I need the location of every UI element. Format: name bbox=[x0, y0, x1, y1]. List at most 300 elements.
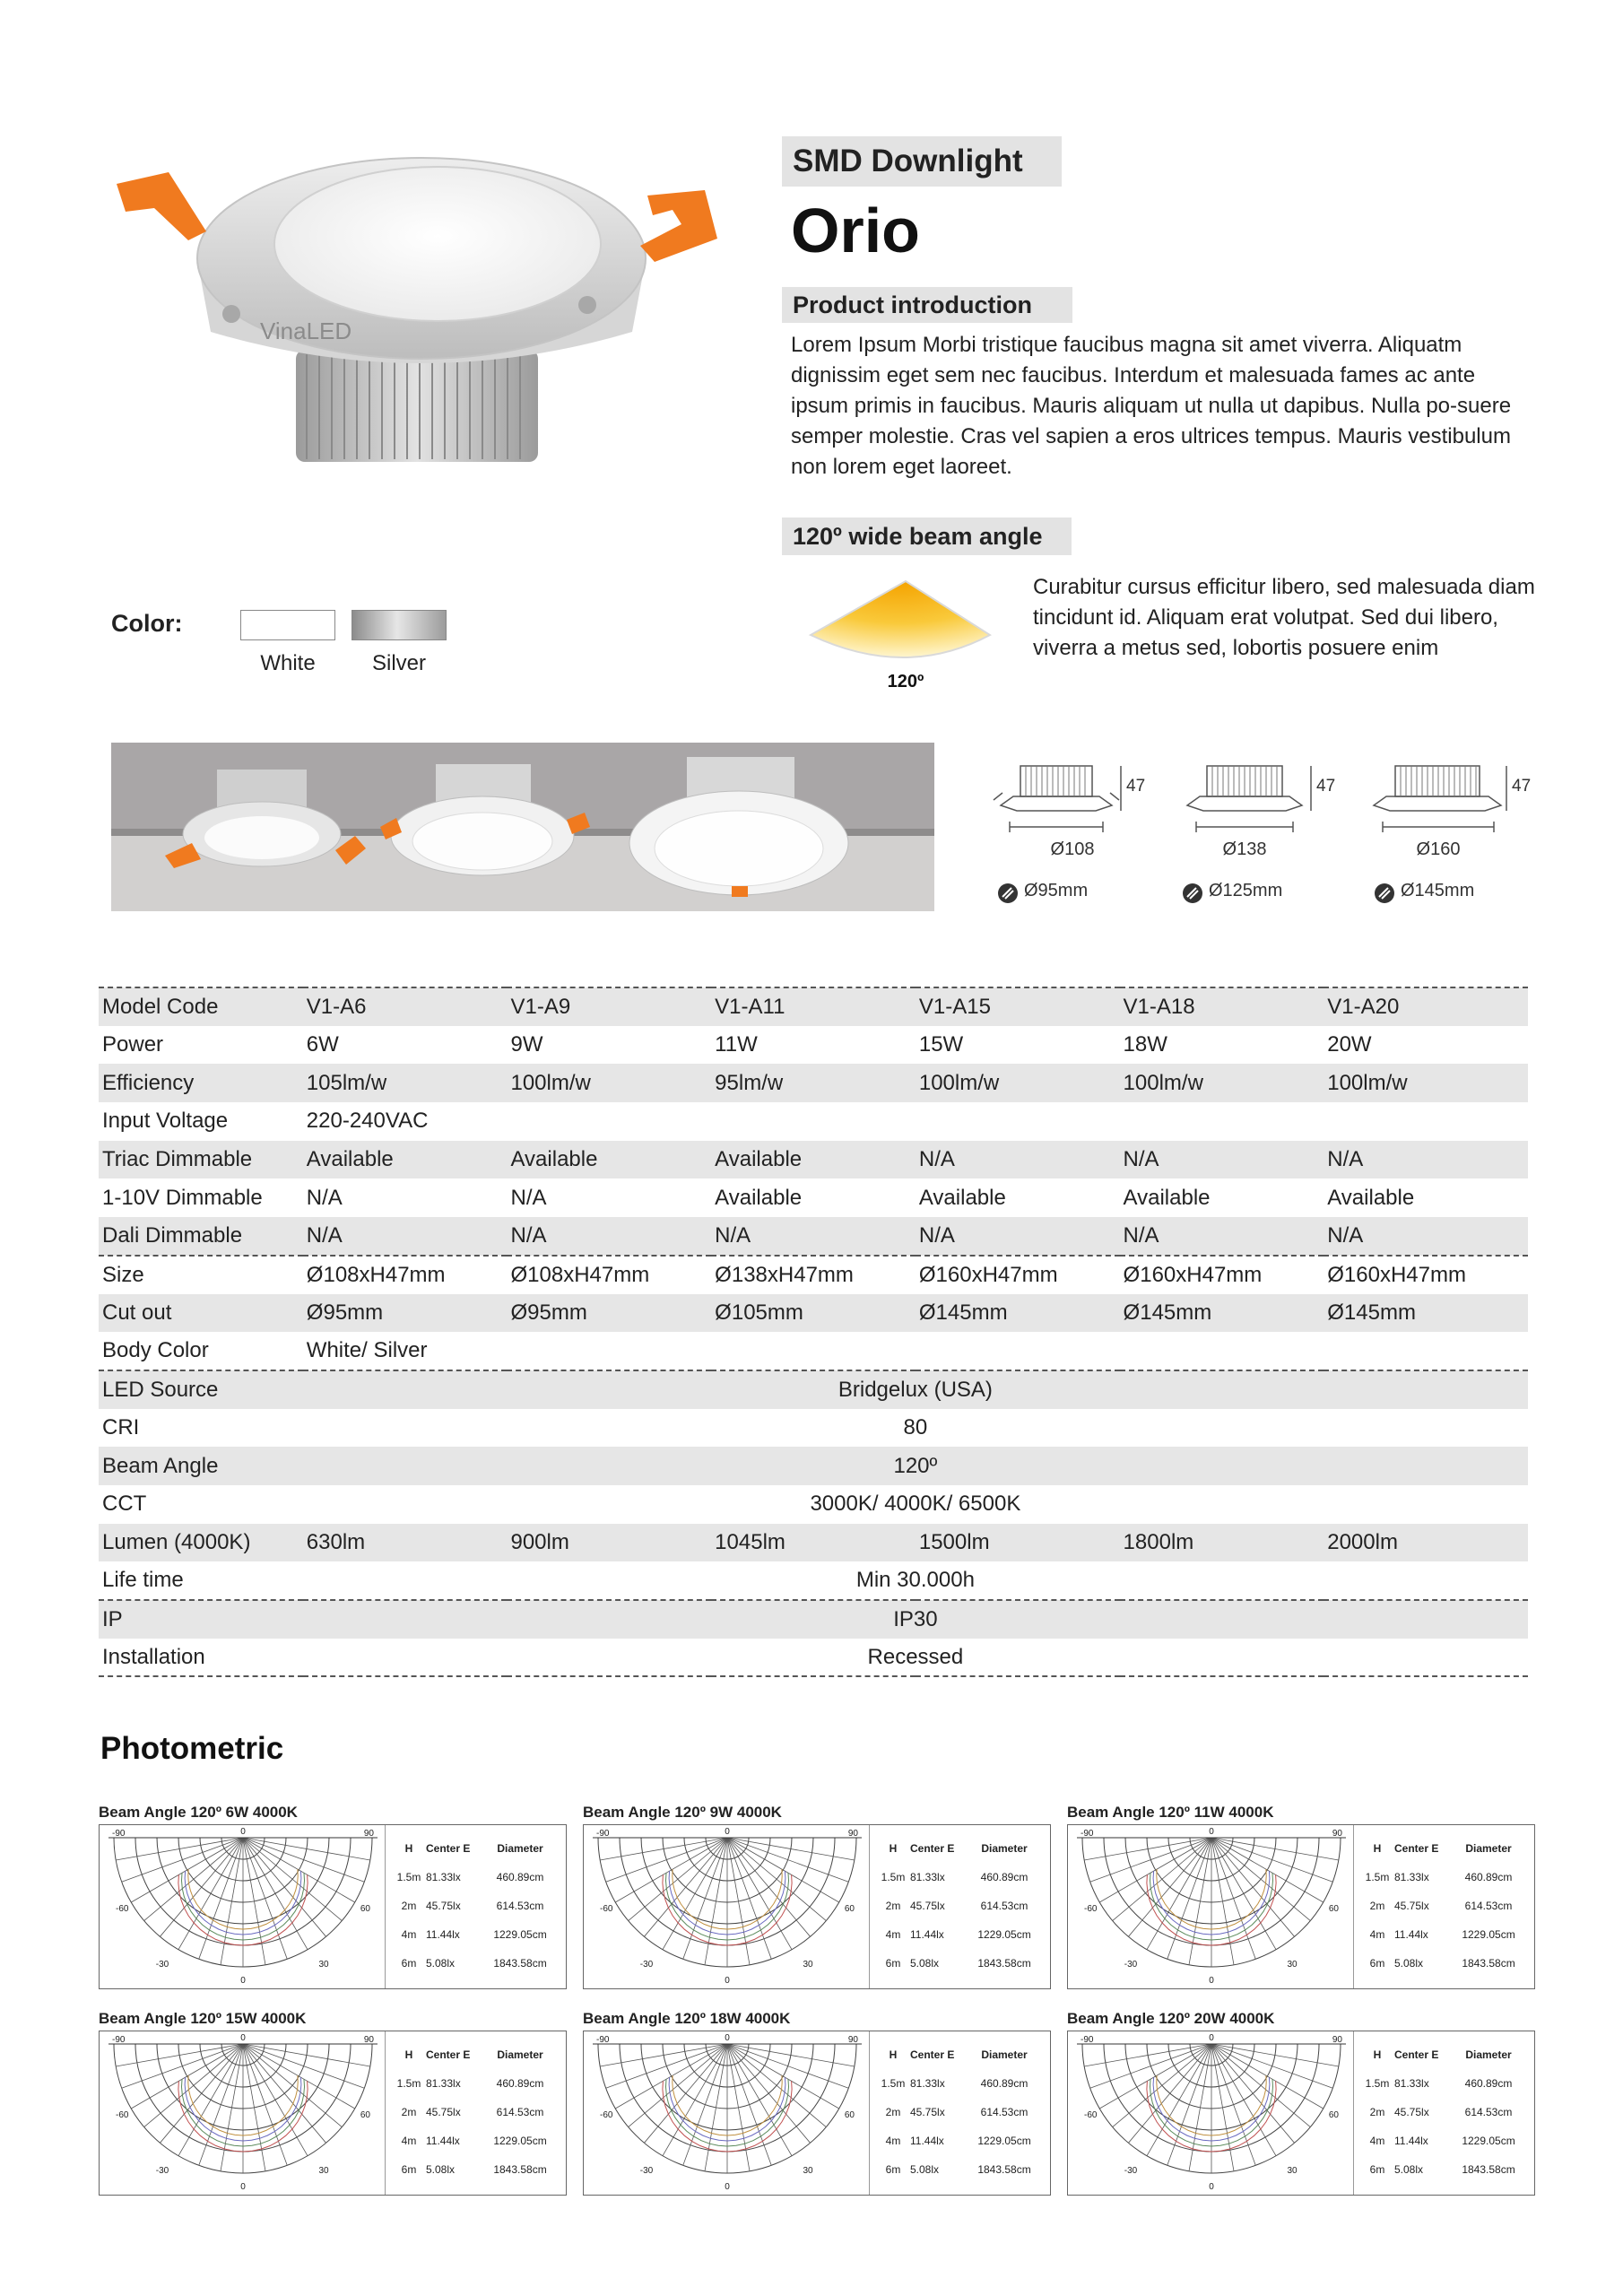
photometric-cell: 1229.05cm bbox=[493, 1928, 547, 1941]
photometric-panel bbox=[1067, 2009, 1535, 2196]
angle-label: 60 bbox=[360, 1904, 370, 1914]
angle-label: 0 bbox=[725, 2182, 730, 2192]
photometric-cell: 1229.05cm bbox=[493, 2135, 547, 2147]
color-swatch-silver[interactable] bbox=[352, 610, 447, 640]
photometric-cell: 81.33lx bbox=[910, 1871, 945, 1883]
angle-label: 0 bbox=[1209, 1976, 1214, 1986]
table-cell: Available bbox=[1123, 1185, 1211, 1210]
category-tag: SMD Downlight bbox=[782, 136, 1062, 187]
cut-out-icon bbox=[1374, 883, 1395, 904]
angle-label: -60 bbox=[600, 2110, 613, 2120]
table-cell: IP30 bbox=[303, 1600, 1528, 1639]
angle-label: -60 bbox=[600, 1904, 613, 1914]
table-cell: White/ Silver bbox=[306, 1338, 428, 1363]
photometric-table-row bbox=[1360, 2069, 1531, 2098]
photometric-table bbox=[392, 1834, 562, 1978]
angle-label: -30 bbox=[155, 2166, 169, 2176]
table-cell: Ø160xH47mm bbox=[1120, 1256, 1324, 1294]
photometric-cell: 5.08lx bbox=[910, 2163, 940, 2176]
table-cell: Ø145mm bbox=[1120, 1294, 1324, 1333]
table-cell: 20W bbox=[1327, 1032, 1372, 1057]
table-cell: 9W bbox=[510, 1032, 543, 1057]
photometric-header-cell: H bbox=[404, 2048, 413, 2061]
photometric-cell: 6m bbox=[1369, 2163, 1385, 2176]
photometric-header-cell: Center E bbox=[910, 1842, 955, 1855]
photometric-cell: 45.75lx bbox=[1394, 1900, 1429, 1912]
table-row bbox=[99, 1409, 1528, 1448]
table-cell: 18W bbox=[1123, 1032, 1167, 1057]
photometric-header-cell: Center E bbox=[1394, 2048, 1439, 2061]
table-row bbox=[99, 1485, 1528, 1524]
polar-distribution-chart bbox=[584, 2031, 871, 2196]
photometric-table-row bbox=[1360, 2126, 1531, 2155]
photometric-header-cell: Center E bbox=[426, 1842, 471, 1855]
photometric-table-row bbox=[392, 2155, 562, 2184]
photometric-cell: 11.44lx bbox=[910, 1928, 944, 1941]
photometric-cell: 614.53cm bbox=[1464, 2106, 1513, 2118]
table-cell: N/A bbox=[306, 1185, 343, 1210]
table-cell: V1-A6 bbox=[303, 987, 508, 1026]
angle-label: -30 bbox=[155, 1960, 169, 1970]
angle-label: 30 bbox=[318, 1960, 329, 1970]
photometric-table-row bbox=[1360, 2098, 1531, 2126]
photometric-header-cell: Diameter bbox=[497, 1842, 543, 1855]
photometric-table-header bbox=[876, 1834, 1046, 1863]
photometric-header-cell: H bbox=[889, 2048, 898, 2061]
photometric-table-row bbox=[876, 1949, 1046, 1978]
photometric-cell: 45.75lx bbox=[1394, 2106, 1429, 2118]
photometric-table-row bbox=[1360, 1949, 1531, 1978]
photometric-table-row bbox=[876, 2098, 1046, 2126]
photometric-box bbox=[99, 1824, 567, 1989]
photometric-cell: 460.89cm bbox=[496, 1871, 544, 1883]
table-cell: Available bbox=[711, 1141, 916, 1179]
photometric-cell: 6m bbox=[401, 1957, 417, 1970]
photometric-cell: 1.5m bbox=[881, 1871, 906, 1883]
table-cell: Ø105mm bbox=[711, 1294, 916, 1333]
photometric-cell: 4m bbox=[401, 2135, 417, 2147]
photometric-table-row bbox=[876, 1863, 1046, 1892]
photometric-header-cell: H bbox=[1373, 1842, 1382, 1855]
intro-heading: Product introduction bbox=[782, 287, 1072, 323]
photometric-cell: 81.33lx bbox=[426, 2077, 461, 2090]
photometric-table bbox=[876, 1834, 1046, 1978]
table-cell: N/A bbox=[303, 1217, 508, 1256]
angle-label: -30 bbox=[639, 1960, 654, 1970]
photometric-cell: 460.89cm bbox=[1464, 1871, 1513, 1883]
angle-label: -90 bbox=[112, 2035, 126, 2045]
table-cell: 100lm/w bbox=[507, 1064, 711, 1102]
table-cell: 95lm/w bbox=[711, 1064, 916, 1102]
angle-label: 90 bbox=[847, 2035, 858, 2045]
table-row bbox=[99, 1639, 1528, 1677]
table-cell: Recessed bbox=[303, 1639, 1528, 1677]
photometric-cell: 4m bbox=[885, 1928, 901, 1941]
table-cell: 900lm bbox=[507, 1524, 711, 1562]
table-row bbox=[99, 987, 1528, 1026]
angle-label: -90 bbox=[1081, 2035, 1094, 2045]
table-row bbox=[99, 1141, 1528, 1179]
table-cell: N/A bbox=[1120, 1141, 1324, 1179]
color-label: Color: bbox=[111, 610, 183, 637]
photometric-box bbox=[583, 2031, 1051, 2196]
photometric-cell: 81.33lx bbox=[910, 2077, 945, 2090]
table-row bbox=[99, 1294, 1528, 1333]
photometric-cell: 5.08lx bbox=[1394, 1957, 1424, 1970]
table-cell: 3000K/ 4000K/ 6500K bbox=[810, 1492, 1021, 1517]
dimension-height: 47 bbox=[1512, 777, 1532, 796]
row-label: Size bbox=[99, 1256, 303, 1294]
angle-label: 0 bbox=[1209, 2033, 1214, 2043]
angle-label: 0 bbox=[240, 1827, 246, 1837]
photometric-cell: 45.75lx bbox=[910, 2106, 945, 2118]
table-cell: N/A bbox=[1324, 1217, 1528, 1256]
polar-distribution-chart bbox=[100, 1825, 386, 1990]
photometric-table-row bbox=[392, 2069, 562, 2098]
photometric-cell: 2m bbox=[1369, 1900, 1385, 1912]
table-cell: 2000lm bbox=[1324, 1524, 1528, 1562]
table-cell: 100lm/w bbox=[1120, 1064, 1324, 1102]
dimension-drawing bbox=[1171, 750, 1359, 911]
polar-distribution-chart bbox=[1068, 1825, 1355, 1990]
photometric-cell: 6m bbox=[885, 1957, 901, 1970]
dimension-cut-out: Ø125mm bbox=[1209, 881, 1283, 900]
table-cell: Ø108xH47mm bbox=[507, 1256, 711, 1294]
row-label: Dali Dimmable bbox=[99, 1217, 303, 1256]
table-row bbox=[99, 1447, 1528, 1485]
table-cell: N/A bbox=[507, 1217, 711, 1256]
angle-label: 90 bbox=[1332, 2035, 1342, 2045]
angle-label: 0 bbox=[240, 2182, 246, 2192]
row-label: Lumen (4000K) bbox=[99, 1524, 303, 1562]
photometric-table bbox=[1360, 1834, 1531, 1978]
angle-label: 90 bbox=[363, 2035, 374, 2045]
photometric-cell: 45.75lx bbox=[426, 2106, 461, 2118]
photometric-cell: 2m bbox=[885, 2106, 901, 2118]
table-cell: Ø160xH47mm bbox=[916, 1256, 1120, 1294]
dimension-height: 47 bbox=[1316, 777, 1336, 796]
angle-label: 60 bbox=[844, 2110, 855, 2120]
photometric-cell: 11.44lx bbox=[426, 1928, 460, 1941]
photometric-header-cell: H bbox=[889, 1842, 898, 1855]
photometric-table-row bbox=[1360, 1892, 1531, 1920]
photometric-box bbox=[1067, 2031, 1535, 2196]
photometric-cell: 1.5m bbox=[1365, 2077, 1390, 2090]
angle-label: 30 bbox=[318, 2166, 329, 2176]
table-cell: 1800lm bbox=[1120, 1524, 1324, 1562]
photometric-cell: 45.75lx bbox=[426, 1900, 461, 1912]
row-label: Model Code bbox=[99, 987, 303, 1026]
photometric-table-header bbox=[392, 2040, 562, 2069]
photometric-cell: 5.08lx bbox=[1394, 2163, 1424, 2176]
table-cell: 1045lm bbox=[711, 1524, 916, 1562]
angle-label: 60 bbox=[1328, 2110, 1339, 2120]
table-cell: 220-240VAC bbox=[306, 1109, 429, 1134]
photometric-table bbox=[1360, 2040, 1531, 2184]
angle-label: 0 bbox=[1209, 2182, 1214, 2192]
photometric-cell: 6m bbox=[1369, 1957, 1385, 1970]
photometric-table-header bbox=[1360, 2040, 1531, 2069]
photometric-cell: 4m bbox=[1369, 1928, 1385, 1941]
angle-label: 60 bbox=[360, 2110, 370, 2120]
angle-label: -60 bbox=[116, 2110, 129, 2120]
photometric-cell: 2m bbox=[1369, 2106, 1385, 2118]
photometric-cell: 1.5m bbox=[1365, 1871, 1390, 1883]
photometric-table-row bbox=[392, 1949, 562, 1978]
intro-text: Lorem Ipsum Morbi tristique faucibus magna sit amet viverra. Aliquatm dignissim eget sem nec faucibus. Interdum et malesuada fames ac ante ipsum primis in faucibus. Mauris aliquam ut nulla ut dapibus. Nulla po-suere semper molestie. Cras vel sapien a eros ultrices tempus. Mauris vestibulum non lorem eget laoreet. bbox=[791, 333, 1512, 479]
row-label: IP bbox=[99, 1600, 303, 1639]
table-cell: 100lm/w bbox=[1324, 1064, 1528, 1102]
photometric-cell: 614.53cm bbox=[1464, 1900, 1513, 1912]
photometric-header-cell: Center E bbox=[910, 2048, 955, 2061]
photometric-cell: 4m bbox=[401, 1928, 417, 1941]
photometric-header-cell: Center E bbox=[426, 2048, 471, 2061]
photometric-table bbox=[392, 2040, 562, 2184]
table-cell: 1500lm bbox=[916, 1524, 1120, 1562]
photometric-table-row bbox=[876, 2155, 1046, 2184]
row-label: Life time bbox=[102, 1568, 184, 1593]
table-cell: Ø108xH47mm bbox=[303, 1256, 508, 1294]
row-label: Body Color bbox=[102, 1338, 209, 1363]
table-cell: N/A bbox=[916, 1217, 1120, 1256]
photometric-header-cell: Diameter bbox=[981, 1842, 1028, 1855]
photometric-cell: 1229.05cm bbox=[1462, 1928, 1515, 1941]
photometric-header-cell: Diameter bbox=[981, 2048, 1028, 2061]
photometric-table bbox=[876, 2040, 1046, 2184]
table-cell: N/A bbox=[510, 1185, 547, 1210]
photometric-cell: 2m bbox=[401, 1900, 417, 1912]
brand-mark: VinaLED bbox=[260, 317, 352, 344]
photometric-cell: 460.89cm bbox=[980, 2077, 1028, 2090]
color-option-label: White bbox=[260, 651, 316, 675]
photometric-cell: 5.08lx bbox=[426, 2163, 456, 2176]
photometric-table-row bbox=[392, 2098, 562, 2126]
photometric-cell: 11.44lx bbox=[1394, 1928, 1428, 1941]
photometric-cell: 4m bbox=[885, 2135, 901, 2147]
photometric-table-row bbox=[392, 1920, 562, 1949]
dimension-height: 47 bbox=[1126, 777, 1146, 796]
photometric-box bbox=[99, 2031, 567, 2196]
table-cell: Available bbox=[1327, 1185, 1415, 1210]
table-cell: V1-A20 bbox=[1324, 987, 1528, 1026]
installed-lights-photo bbox=[111, 743, 934, 911]
photometric-panel bbox=[583, 2009, 1051, 2196]
row-label: Installation bbox=[99, 1639, 303, 1677]
dimension-drawing bbox=[1363, 750, 1551, 911]
row-label: Input Voltage bbox=[102, 1109, 229, 1134]
table-cell: 120º bbox=[303, 1447, 1528, 1485]
row-label: Efficiency bbox=[99, 1064, 303, 1102]
photometric-table-row bbox=[392, 1863, 562, 1892]
photometric-table-row bbox=[1360, 1863, 1531, 1892]
angle-label: -90 bbox=[596, 1829, 610, 1839]
angle-label: 90 bbox=[847, 1829, 858, 1839]
table-row bbox=[99, 1026, 1528, 1065]
row-label: Cut out bbox=[99, 1294, 303, 1333]
photometric-cell: 6m bbox=[885, 2163, 901, 2176]
photometric-table-row bbox=[1360, 2155, 1531, 2184]
table-row bbox=[99, 1370, 1528, 1409]
table-cell: Ø95mm bbox=[507, 1294, 711, 1333]
table-row bbox=[99, 1064, 1528, 1102]
beam-text: Curabitur cursus efficitur libero, sed malesuada diam tincidunt id. Aliquam erat volutpat. Sed dui libero, viverra a metus sed, lobortis posuere enim bbox=[1033, 575, 1535, 660]
angle-label: 30 bbox=[1287, 2166, 1298, 2176]
color-option-label: Silver bbox=[371, 651, 426, 675]
beam-icon-label: 120º bbox=[887, 672, 924, 691]
angle-label: -90 bbox=[596, 2035, 610, 2045]
row-label: CCT bbox=[102, 1492, 147, 1517]
dimension-diameter: Ø108 bbox=[1050, 839, 1095, 859]
table-row bbox=[99, 1256, 1528, 1294]
table-cell: 6W bbox=[306, 1032, 339, 1057]
angle-label: 60 bbox=[844, 1904, 855, 1914]
angle-label: -30 bbox=[1124, 1960, 1138, 1970]
angle-label: -90 bbox=[112, 1829, 126, 1839]
photometric-panel-title: Beam Angle 120º 18W 4000K bbox=[583, 2010, 791, 2027]
table-row bbox=[99, 1178, 1528, 1217]
table-cell: Ø95mm bbox=[303, 1294, 508, 1333]
photometric-cell: 2m bbox=[885, 1900, 901, 1912]
photometric-cell: 460.89cm bbox=[1464, 2077, 1513, 2090]
photometric-cell: 5.08lx bbox=[426, 1957, 456, 1970]
angle-label: 30 bbox=[1287, 1960, 1298, 1970]
photometric-cell: 1229.05cm bbox=[977, 1928, 1031, 1941]
table-cell: Available bbox=[715, 1185, 803, 1210]
angle-label: 90 bbox=[363, 1829, 374, 1839]
row-label: Triac Dimmable bbox=[99, 1141, 303, 1179]
photometric-cell: 1843.58cm bbox=[1462, 1957, 1515, 1970]
table-cell: N/A bbox=[1324, 1141, 1528, 1179]
photometric-table-header bbox=[392, 1834, 562, 1863]
table-cell: 100lm/w bbox=[916, 1064, 1120, 1102]
table-row bbox=[99, 1524, 1528, 1562]
color-swatch-white[interactable] bbox=[240, 610, 335, 640]
photometric-cell: 1.5m bbox=[396, 1871, 421, 1883]
photometric-cell: 460.89cm bbox=[980, 1871, 1028, 1883]
photometric-cell: 614.53cm bbox=[496, 1900, 544, 1912]
table-cell: Ø138xH47mm bbox=[711, 1256, 916, 1294]
angle-label: 0 bbox=[240, 2033, 246, 2043]
photometric-cell: 81.33lx bbox=[426, 1871, 461, 1883]
table-cell: 11W bbox=[715, 1032, 758, 1057]
table-cell: Ø160xH47mm bbox=[1324, 1256, 1528, 1294]
photometric-panel bbox=[99, 1803, 567, 1989]
row-label: CRI bbox=[102, 1414, 140, 1439]
photometric-header-cell: Center E bbox=[1394, 1842, 1439, 1855]
photometric-panel bbox=[1067, 1803, 1535, 1989]
table-cell: N/A bbox=[1120, 1217, 1324, 1256]
angle-label: 30 bbox=[803, 2166, 813, 2176]
photometric-panel bbox=[583, 1803, 1051, 1989]
angle-label: -60 bbox=[1084, 2110, 1098, 2120]
photometric-table-header bbox=[1360, 1834, 1531, 1863]
table-cell: V1-A18 bbox=[1120, 987, 1324, 1026]
polar-distribution-chart bbox=[584, 1825, 871, 1990]
angle-label: 30 bbox=[803, 1960, 813, 1970]
photometric-cell: 11.44lx bbox=[426, 2135, 460, 2147]
angle-label: 60 bbox=[1328, 1904, 1339, 1914]
photometric-table-row bbox=[876, 2126, 1046, 2155]
photometric-table-row bbox=[876, 2069, 1046, 2098]
photometric-header-cell: H bbox=[404, 1842, 413, 1855]
photometric-panel-title: Beam Angle 120º 9W 4000K bbox=[583, 1804, 782, 1821]
photometric-cell: 6m bbox=[401, 2163, 417, 2176]
dimension-drawing bbox=[986, 750, 1175, 911]
photometric-cell: 1843.58cm bbox=[977, 2163, 1031, 2176]
cut-out-icon bbox=[997, 883, 1019, 904]
photometric-cell: 1.5m bbox=[396, 2077, 421, 2090]
photometric-panel-title: Beam Angle 120º 6W 4000K bbox=[99, 1804, 298, 1821]
photometric-cell: 1843.58cm bbox=[493, 2163, 547, 2176]
table-row bbox=[99, 1217, 1528, 1256]
table-cell: Available bbox=[303, 1141, 508, 1179]
dimension-cut-out: Ø95mm bbox=[1024, 881, 1089, 900]
photometric-cell: 81.33lx bbox=[1394, 1871, 1429, 1883]
table-cell: V1-A11 bbox=[711, 987, 916, 1026]
photometric-table-row bbox=[876, 1920, 1046, 1949]
table-cell: N/A bbox=[711, 1217, 916, 1256]
table-row bbox=[99, 1102, 1528, 1141]
photometric-panel bbox=[99, 2009, 567, 2196]
photometric-cell: 460.89cm bbox=[496, 2077, 544, 2090]
beam-heading: 120º wide beam angle bbox=[782, 517, 1072, 555]
photometric-cell: 1843.58cm bbox=[493, 1957, 547, 1970]
photometric-heading: Photometric bbox=[100, 1731, 284, 1766]
cut-out-icon bbox=[1182, 883, 1203, 904]
angle-label: 0 bbox=[240, 1976, 246, 1986]
photometric-table-row bbox=[876, 1892, 1046, 1920]
beam-angle-icon bbox=[798, 574, 1013, 700]
photometric-panel-title: Beam Angle 120º 15W 4000K bbox=[99, 2010, 307, 2027]
angle-label: -60 bbox=[116, 1904, 129, 1914]
photometric-table-row bbox=[392, 1892, 562, 1920]
product-photo bbox=[99, 126, 726, 511]
table-cell: Available bbox=[918, 1185, 1006, 1210]
angle-label: 0 bbox=[725, 2033, 730, 2043]
table-cell: 630lm bbox=[303, 1524, 508, 1562]
angle-label: 0 bbox=[725, 1827, 730, 1837]
table-cell: 80 bbox=[903, 1414, 928, 1439]
photometric-table-row bbox=[392, 2126, 562, 2155]
dimension-diameter: Ø160 bbox=[1416, 839, 1461, 859]
photometric-cell: 614.53cm bbox=[980, 2106, 1028, 2118]
row-label: LED Source bbox=[99, 1370, 303, 1409]
photometric-cell: 1229.05cm bbox=[1462, 2135, 1515, 2147]
photometric-cell: 11.44lx bbox=[1394, 2135, 1428, 2147]
table-row bbox=[99, 1561, 1528, 1600]
photometric-header-cell: H bbox=[1373, 2048, 1382, 2061]
photometric-header-cell: Diameter bbox=[497, 2048, 543, 2061]
angle-label: -30 bbox=[639, 2166, 654, 2176]
photometric-panel-title: Beam Angle 120º 20W 4000K bbox=[1067, 2010, 1275, 2027]
photometric-header-cell: Diameter bbox=[1465, 2048, 1512, 2061]
table-cell: Ø145mm bbox=[1324, 1294, 1528, 1333]
polar-distribution-chart bbox=[1068, 2031, 1355, 2196]
row-label: Power bbox=[102, 1032, 164, 1057]
table-cell: N/A bbox=[916, 1141, 1120, 1179]
row-label: 1-10V Dimmable bbox=[102, 1185, 263, 1210]
photometric-cell: 1843.58cm bbox=[1462, 2163, 1515, 2176]
photometric-table-header bbox=[876, 2040, 1046, 2069]
table-cell: V1-A9 bbox=[507, 987, 711, 1026]
photometric-cell: 45.75lx bbox=[910, 1900, 945, 1912]
photometric-header-cell: Diameter bbox=[1465, 1842, 1512, 1855]
table-cell: Bridgelux (USA) bbox=[303, 1370, 1528, 1409]
photometric-cell: 2m bbox=[401, 2106, 417, 2118]
table-row bbox=[99, 1332, 1528, 1370]
photometric-cell: 1843.58cm bbox=[977, 1957, 1031, 1970]
spec-table bbox=[99, 987, 1528, 1677]
